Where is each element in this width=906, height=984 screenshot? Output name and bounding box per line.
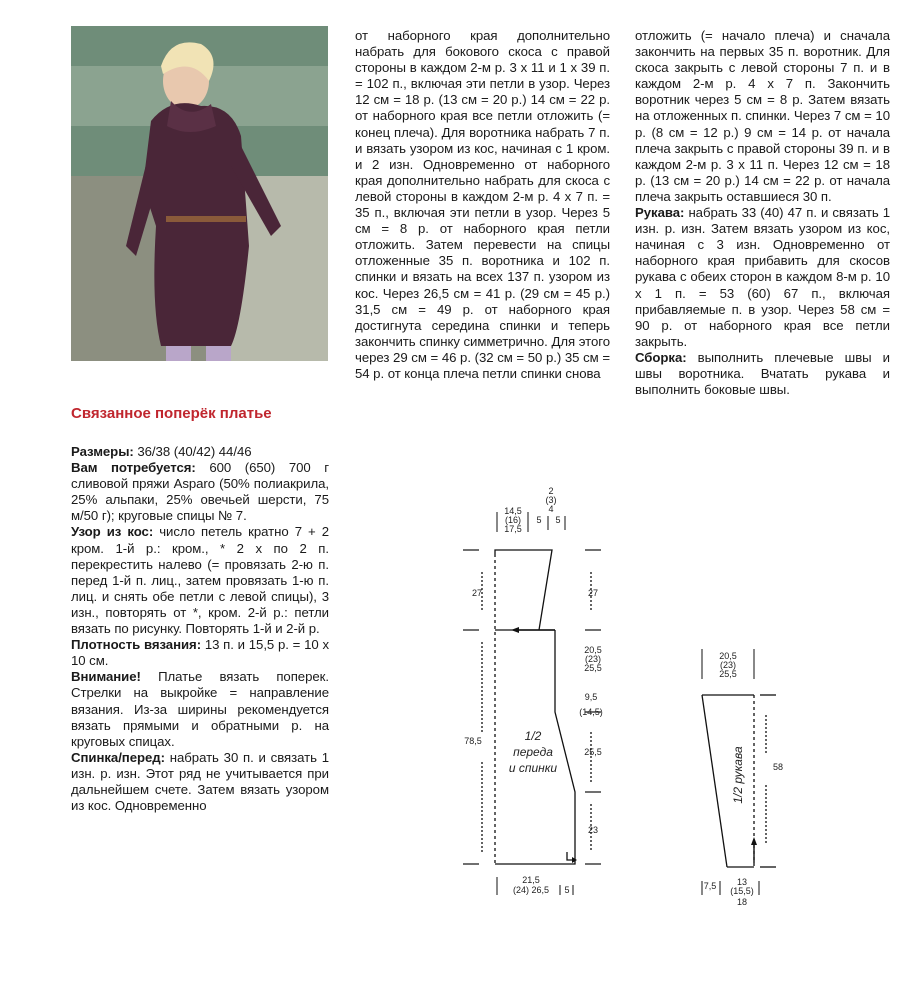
sleeve-label: 1/2 рукава (731, 746, 745, 804)
back-front-paragraph (71, 750, 329, 814)
continuation-paragraph: от наборного края дополнительно набрать для бокового скоса с правой стороны в каждом 2-м р. 3 х 11 и 1 х 39 п. = 102 п., включая эти петли в узор. Через 12 см = 18 р. (13 см = 20 р.) 14 см = 22 р. от наборного края все петли отложить (= конец плеча). Для воротника набрать 7 п. и вязать узором из кос, начиная с 1 кром. и 2 изн. Одновременно от наборного края дополнительно набрать для скоса с левой стороны в каждом 2-м р. 4 х 7 п. = 35 п., включая эти петли в узор. Через 5 см = 8 р. от наборного края петли отложить. Затем перевести на спицы отложенные 35 п. воротника и 102 п. спинки и вязать на всех 137 п. узором из кос. Через 26,5 см = 41 р. (29 см = 45 р.) 31,5 см = 49 р. от наборного края достигнута середина спинки и теперь закончить спинку симметрично. Для этого через 29 см = 46 р. (32 см = 50 р.) 35 см = 54 р. от конца плеча петли спинки снова (355, 28, 610, 381)
dim-top-6: 2 (548, 486, 554, 496)
sizes-paragraph (71, 444, 329, 460)
sleeve-dim-58: 58 (772, 762, 784, 772)
materials-paragraph (71, 460, 329, 524)
body-label-2: переда (513, 745, 553, 759)
body-pattern-diagram (455, 482, 625, 912)
attention-label: Внимание! (71, 669, 141, 685)
photo-model-dress (71, 26, 328, 361)
dim-top-3: 17,5 (504, 524, 522, 534)
pattern-label: Узор из кос: (71, 524, 154, 540)
collar-outline (495, 550, 552, 630)
back-front-text: набрать 30 п. и связать 1 изн. р. изн. Этот ряд не учитывается при дальнейшем счете. Затем вязать узором из кос. Одновременно (71, 749, 329, 814)
text-column-3 (635, 28, 890, 398)
attention-paragraph (71, 669, 329, 749)
dim-top-4: 5 (536, 515, 542, 525)
dim-left-total: 78,5 (464, 736, 482, 746)
dim-mid-2: (14,5) (579, 707, 603, 717)
text-column-1 (71, 444, 329, 814)
gauge-text: 13 п. и 15,5 р. = 10 х 10 см. (71, 637, 329, 669)
dim-top-8: 4 (548, 504, 554, 514)
gauge-label: Плотность вязания: (71, 637, 202, 653)
sleeve-dim-top-2: (23) (719, 660, 737, 670)
assembly-label: Сборка: (635, 349, 687, 365)
dim-shoulder-2: (23) (584, 654, 602, 664)
dim-right-23: 23 (587, 825, 599, 835)
arrow-icon (751, 837, 757, 845)
pattern-paragraph (71, 524, 329, 637)
materials-text: 600 (650) 700 г сливовой пряжи Asparo (50% полиакрила, 25% альпаки, 25% овечьей шерсти, 75 м/50 г); круговые спицы № 7. (71, 460, 329, 524)
sleeve-pattern-diagram (690, 645, 810, 915)
assembly-text: выполнить плечевые швы и швы воротника. Вчатать рукава и выполнить боковые швы. (635, 349, 890, 398)
materials-label: Вам потребуется: (71, 460, 196, 476)
dim-mid-1: 9,5 (584, 692, 598, 702)
dim-bottom-2: (24) 26,5 (512, 885, 550, 895)
sizes-label: Размеры: (71, 444, 134, 459)
sleeves-label: Рукава: (635, 205, 685, 221)
dim-shoulder-1: 20,5 (584, 645, 602, 655)
article-title: Связанное поперёк платье (71, 405, 272, 422)
dim-left-27: 27 (471, 588, 483, 598)
text-column-2 (355, 28, 610, 382)
pattern-text: число петель кратно 7 + 2 кром. 1-й р.: кром., * 2 х по 2 п. перекрестить налево (= провязать 2-ю п. перед 1-й п. лиц., затем провязать 1-ю п. лиц. и снять обе петли с левой спицы), 3 изн., повторять от *, кром. 2-й р.: петли вязать по рисунку. Повторять 1-й и 2-й р. (71, 524, 329, 637)
sleeves-paragraph (635, 205, 890, 350)
dim-top-2: (16) (504, 515, 522, 525)
sleeves-text: набрать 33 (40) 47 п. и связать 1 изн. р. изн. Затем вязать узором из кос, начиная с 3 изн. Одновременно от наборного края прибавить для скосов рукава с обеих сторон в каждом 8-м р. 10 х 1 п. = 53 (60) 67 п., включая прибавляемые п. в узор. Через 58 см = 90 р. от наборного края все петли закрыть. (635, 205, 890, 349)
dim-right-27: 27 (587, 588, 599, 598)
dim-shoulder-3: 25,5 (584, 663, 602, 673)
dim-bottom-3: 5 (564, 885, 570, 895)
attention-text: Платье вязать поперек. Стрелки на выкройке = направление вязания. Из-за ширины рекомендуется вязать прямыми и обратными р. на круговых спицах. (71, 669, 329, 749)
body-label-3: и спинки (508, 761, 558, 775)
gauge-paragraph (71, 637, 329, 669)
dim-top-1: 14,5 (504, 506, 522, 516)
shoulder-paragraph: отложить (= начало плеча) и сначала закончить на первых 35 п. воротник. Для скоса закрыть с левой стороны 7 п. и в каждом 2-м р. 4 х 7 п. Закончить воротник через 5 см = 8 р. Затем вязать на отложенных п. спинки. Через 7 см = 10 р. (8 см = 12 р.) 9 см = 14 р. от начала плеча закрыть с правой стороны 39 п. и в каждом 2-м р. 3 х 11 п. Через 12 см = 18 р. (13 см = 20 р.) 14 см = 22 р. от начала плеча закрыть оставшиеся 30 п. (635, 28, 890, 204)
sleeve-dim-bottom-3: (15,5) (730, 886, 754, 896)
sleeve-dim-bottom-2: 13 (736, 877, 748, 887)
dim-top-7: (3) (545, 495, 557, 505)
sleeve-dim-top-3: 25,5 (719, 669, 737, 679)
sleeve-dim-bottom-1: 7,5 (703, 881, 717, 891)
assembly-paragraph (635, 350, 890, 398)
sleeve-dim-top-1: 20,5 (719, 651, 737, 661)
sleeve-dim-bottom-4: 18 (736, 897, 748, 907)
sizes-text: 36/38 (40/42) 44/46 (133, 444, 252, 459)
dim-top-5: 5 (555, 515, 561, 525)
sleeve-slant-edge (702, 695, 727, 867)
photo-illustration (71, 26, 328, 361)
back-front-label: Спинка/перед: (71, 749, 165, 765)
dim-right-255: 25,5 (584, 747, 602, 757)
body-label-1: 1/2 (524, 729, 542, 743)
dim-bottom-1: 21,5 (522, 875, 540, 885)
arrow-icon (511, 627, 519, 633)
